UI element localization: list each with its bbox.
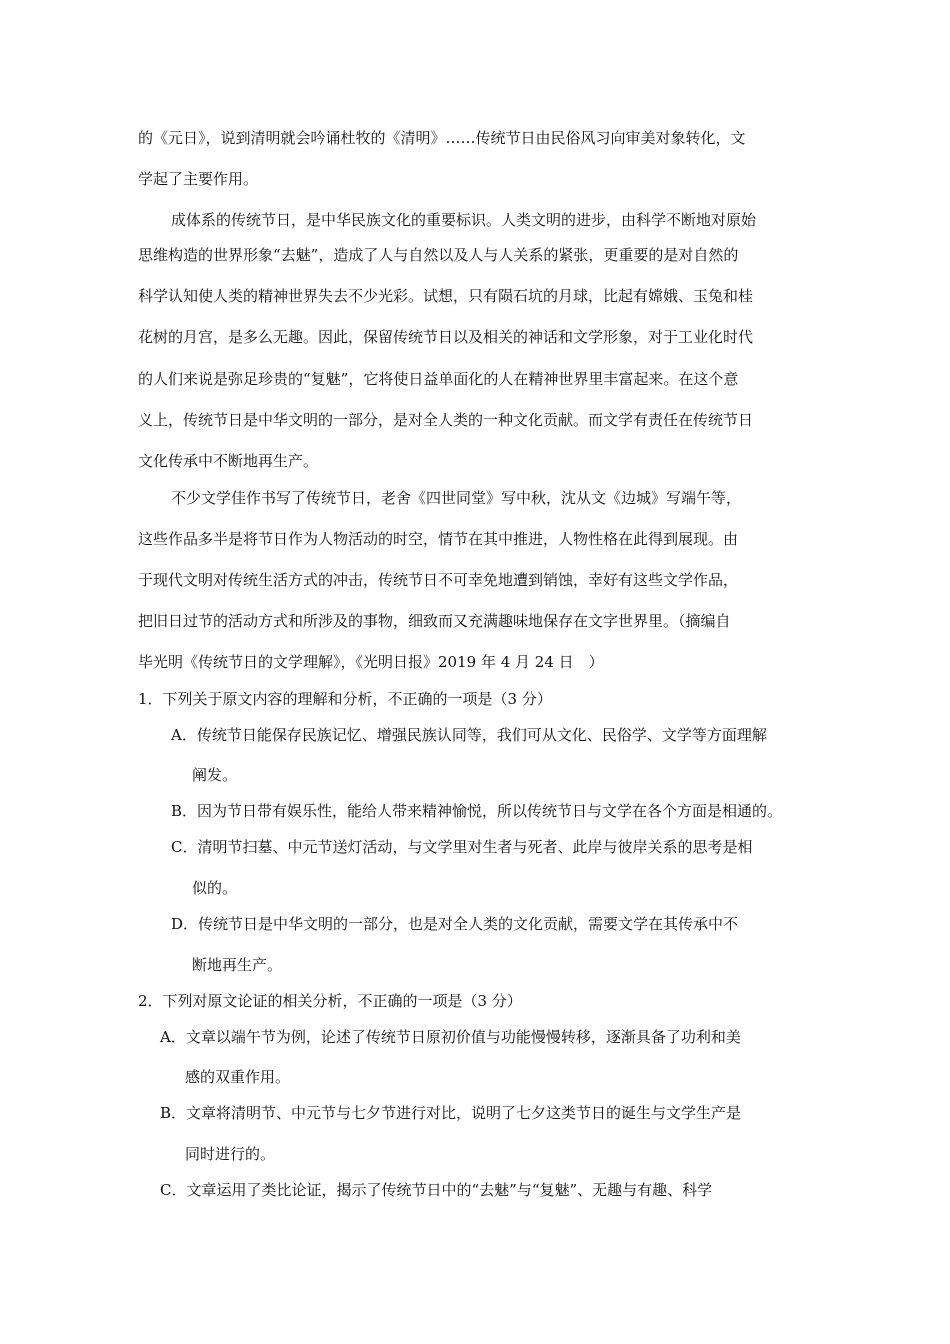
passage-line: 的《元日》，说到清明就会吟诵杜牧的《清明》……传统节日由民俗风习向审美对象转化，文 (138, 129, 746, 147)
passage-line: 思维构造的世界形象“去魅”，造成了人与自然以及人与人关系的紧张，更重要的是对自然的 (138, 246, 739, 264)
passage-line: 于现代文明对传统生活方式的冲击，传统节日不可幸免地遭到销蚀，幸好有这些文学作品， (138, 571, 739, 589)
passage-line: 的人们来说是弥足珍贵的“复魅”，它将使日益单面化的人在精神世界里丰富起来。在这个意 (138, 370, 739, 388)
q1-option-a: A．传统节日能保存民族记忆、增强民族认同等，我们可从文化、民俗学、文学等方面理解 (171, 726, 767, 744)
passage-line: 不少文学佳作书写了传统节日，老舍《四世同堂》写中秋，沈从文《边城》写端午等， (171, 489, 742, 507)
question-2-stem: 2．下列对原文论证的相关分析，不正确的一项是（3 分） (138, 992, 522, 1010)
passage-line: 文化传承中不断地再生产。 (138, 452, 319, 470)
q1-option-b: B．因为节日带有娱乐性，能给人带来精神愉悦，所以传统节日与文学在各个方面是相通的。 (171, 802, 783, 820)
q2-option-a-cont: 感的双重作用。 (185, 1068, 291, 1086)
passage-line: 学起了主要作用。 (138, 170, 259, 188)
question-1-stem: 1．下列关于原文内容的理解和分析，不正确的一项是（3 分） (138, 690, 552, 708)
q1-option-a-cont: 阐发。 (192, 766, 238, 784)
q2-option-b-cont: 同时进行的。 (185, 1145, 276, 1163)
q2-option-a: A．文章以端午节为例，论述了传统节日原初价值与功能慢慢转移，逐渐具备了功利和美 (160, 1028, 741, 1046)
q1-option-c-cont: 似的。 (192, 879, 238, 897)
q2-option-b: B．文章将清明节、中元节与七夕节进行对比，说明了七夕这类节日的诞生与文学生产是 (160, 1104, 742, 1122)
q2-option-c: C．文章运用了类比论证，揭示了传统节日中的“去魅”与“复魅”、无趣与有趣、科学 (160, 1181, 713, 1199)
citation-line: 毕光明《传统节日的文学理解》，《光明日报》2019 年 4 月 24 日 ） (138, 653, 604, 671)
passage-line: 把旧日过节的活动方式和所涉及的事物，细致而又充满趣味地保存在文字世界里。（摘编自 (138, 612, 731, 630)
passage-line: 这些作品多半是将节日作为人物活动的时空，情节在其中推进，人物性格在此得到展现。由 (138, 530, 739, 548)
passage-line: 义上，传统节日是中华文明的一部分，是对全人类的一种文化贡献。而文学有责任在传统节日 (138, 411, 754, 429)
passage-line: 科学认知使人类的精神世界失去不少光彩。试想，只有陨石坑的月球，比起有嫦娥、玉兔和桂 (138, 287, 754, 305)
passage-line: 花树的月宫，是多么无趣。因此，保留传统节日以及相关的神话和文学形象，对于工业化时代 (138, 328, 754, 346)
q1-option-d: D．传统节日是中华文明的一部分，也是对全人类的文化贡献，需要文学在其传承中不 (171, 915, 739, 933)
q1-option-d-cont: 断地再生产。 (192, 956, 283, 974)
passage-line: 成体系的传统节日，是中华民族文化的重要标识。人类文明的进步，由科学不断地对原始 (171, 211, 757, 229)
q1-option-c: C．清明节扫墓、中元节送灯活动，与文学里对生者与死者、此岸与彼岸关系的思考是相 (171, 838, 753, 856)
